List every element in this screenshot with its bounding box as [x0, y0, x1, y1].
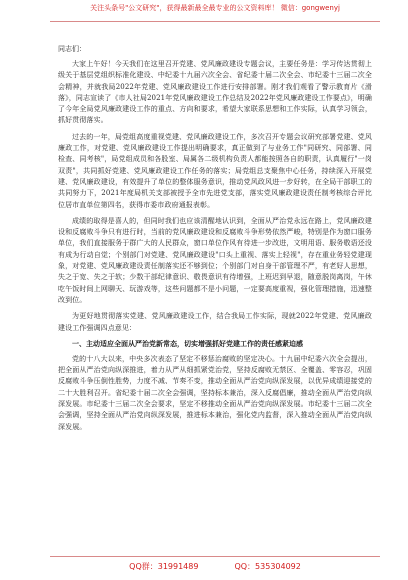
promo-banner: 关注头条号"公文研究"，获得最新最全最专业的公文资料库！ 微信：gongwenyj	[90, 4, 340, 12]
footer-divider	[50, 556, 380, 557]
footer-qq: QQ：535304092	[234, 562, 301, 571]
paragraph: 为更好地贯彻落实党建、党风廉政建设工作，结合我局工作实际，现就2022年党建、党风廉政建设工作强调四点意见：	[58, 312, 372, 332]
paragraph: 成绩的取得是喜人的，但同时我们也应该清醒地认识到，全面从严治党永远在路上，党风廉政建设和反腐败斗争只有进行时，当前的党风廉政建设和反腐败斗争形势依然严峻，特别是作为窗口服务单位，我们直接服务于群广大的人民群众，窗口单位作风有待进一步改进，文明用语、服务敬语还没有成为行动自觉；个别部门对党建、党风廉政建设"口头上重视、落实上轻视"，存在重业务轻党建现象，对党建、党风廉政建设责任制落实还不够到位；个别部门对自身干部管理不严，有老好人思想，失之于宽、失之于软；少数干部纪律意识、敬畏意识有待增强，上班迟到早退，随意脱岗离岗，午休吃午饭时间上网聊天、玩游戏等，这些问题都不是小问题，一定要高度重视，强化管理措施，迅速整改到位。	[58, 216, 372, 304]
salutation: 同志们：	[58, 45, 86, 53]
header-divider	[50, 21, 380, 22]
paragraph: 大家上午好！今天我们在这里召开党建、党风廉政建设专题会议，主要任务是：学习传达贯彻上级关于基层党组织标准化建设、中纪委十九届六次全会、省纪委十届二次全会、市纪委十三届二次全会精神，并就我局2022年党建、党风廉政建设工作进行安排部署。刚才我们观看了警示教育片《滑落》，同志宣读了《市人社局2021年党风廉政建设工作总结及2022年党风廉政建设工作要点》，明确了今年全局党风廉政建设工作的重点、方向和要求，希望大家联系思想和工作实际，认真学习领会，抓好贯彻落实。	[58, 60, 372, 125]
footer-qq-group: QQ群：31991489	[129, 562, 199, 571]
paragraph: 过去的一年，局党组高度重视党建、党风廉政建设工作，多次召开专题会议研究部署党建、党风廉政工作，对党建、党风廉政建设工作提出明确要求，真正做到了与业务工作"同研究、同部署、同检查、同考核"，局党组成员和各股室、局属各二级机构负责人都能按照各自的职责，认真履行"一岗双责"，共同抓好党建、党风廉政建设工作任务的落实；局党组总支聚焦中心任务，持续深入开展党建、党风廉政建设，有效提升了单位的整体服务意识，推动党风政风进一步好转，在全局干部职工的共同努力下，2021年度局机关支部被授予全市先进党支部，落实党风廉政建设责任制考核综合评比位居市直单位第四名，获得市委市政府通报表彰。	[58, 132, 372, 209]
document-body	[58, 44, 372, 438]
paragraph: 党的十八大以来，中央多次表态了坚定不移惩治腐败的坚定决心。十九届中纪委六次全会提出，把全面从严治党向纵深推进，着力从严从细抓紧党治党，坚持反腐败无禁区、全覆盖、零容忍，巩固反腐败斗争压倒性胜势，力度不减、节奏不变，推动全面从严治党向纵深发展，以优异成绩迎接党的二十大胜利召开。省纪委十届二次全会强调，坚持标本兼治，深入反腐倡廉，推动全面从严治党向纵深发展。市纪委十三届二次全会要求，坚定不移推动全面从严治党向纵深发展。市纪委十三届二次全会强调，坚持全面从严治党向纵深发展，推进标本兼治，强化党内监督，深入推动全面从严治党向纵深发展。	[58, 354, 372, 431]
section-heading: 一、主动适应全面从严治党新常态，切实增强抓好党建工作的责任感紧迫感	[72, 339, 303, 348]
footer-contacts	[50, 560, 380, 574]
